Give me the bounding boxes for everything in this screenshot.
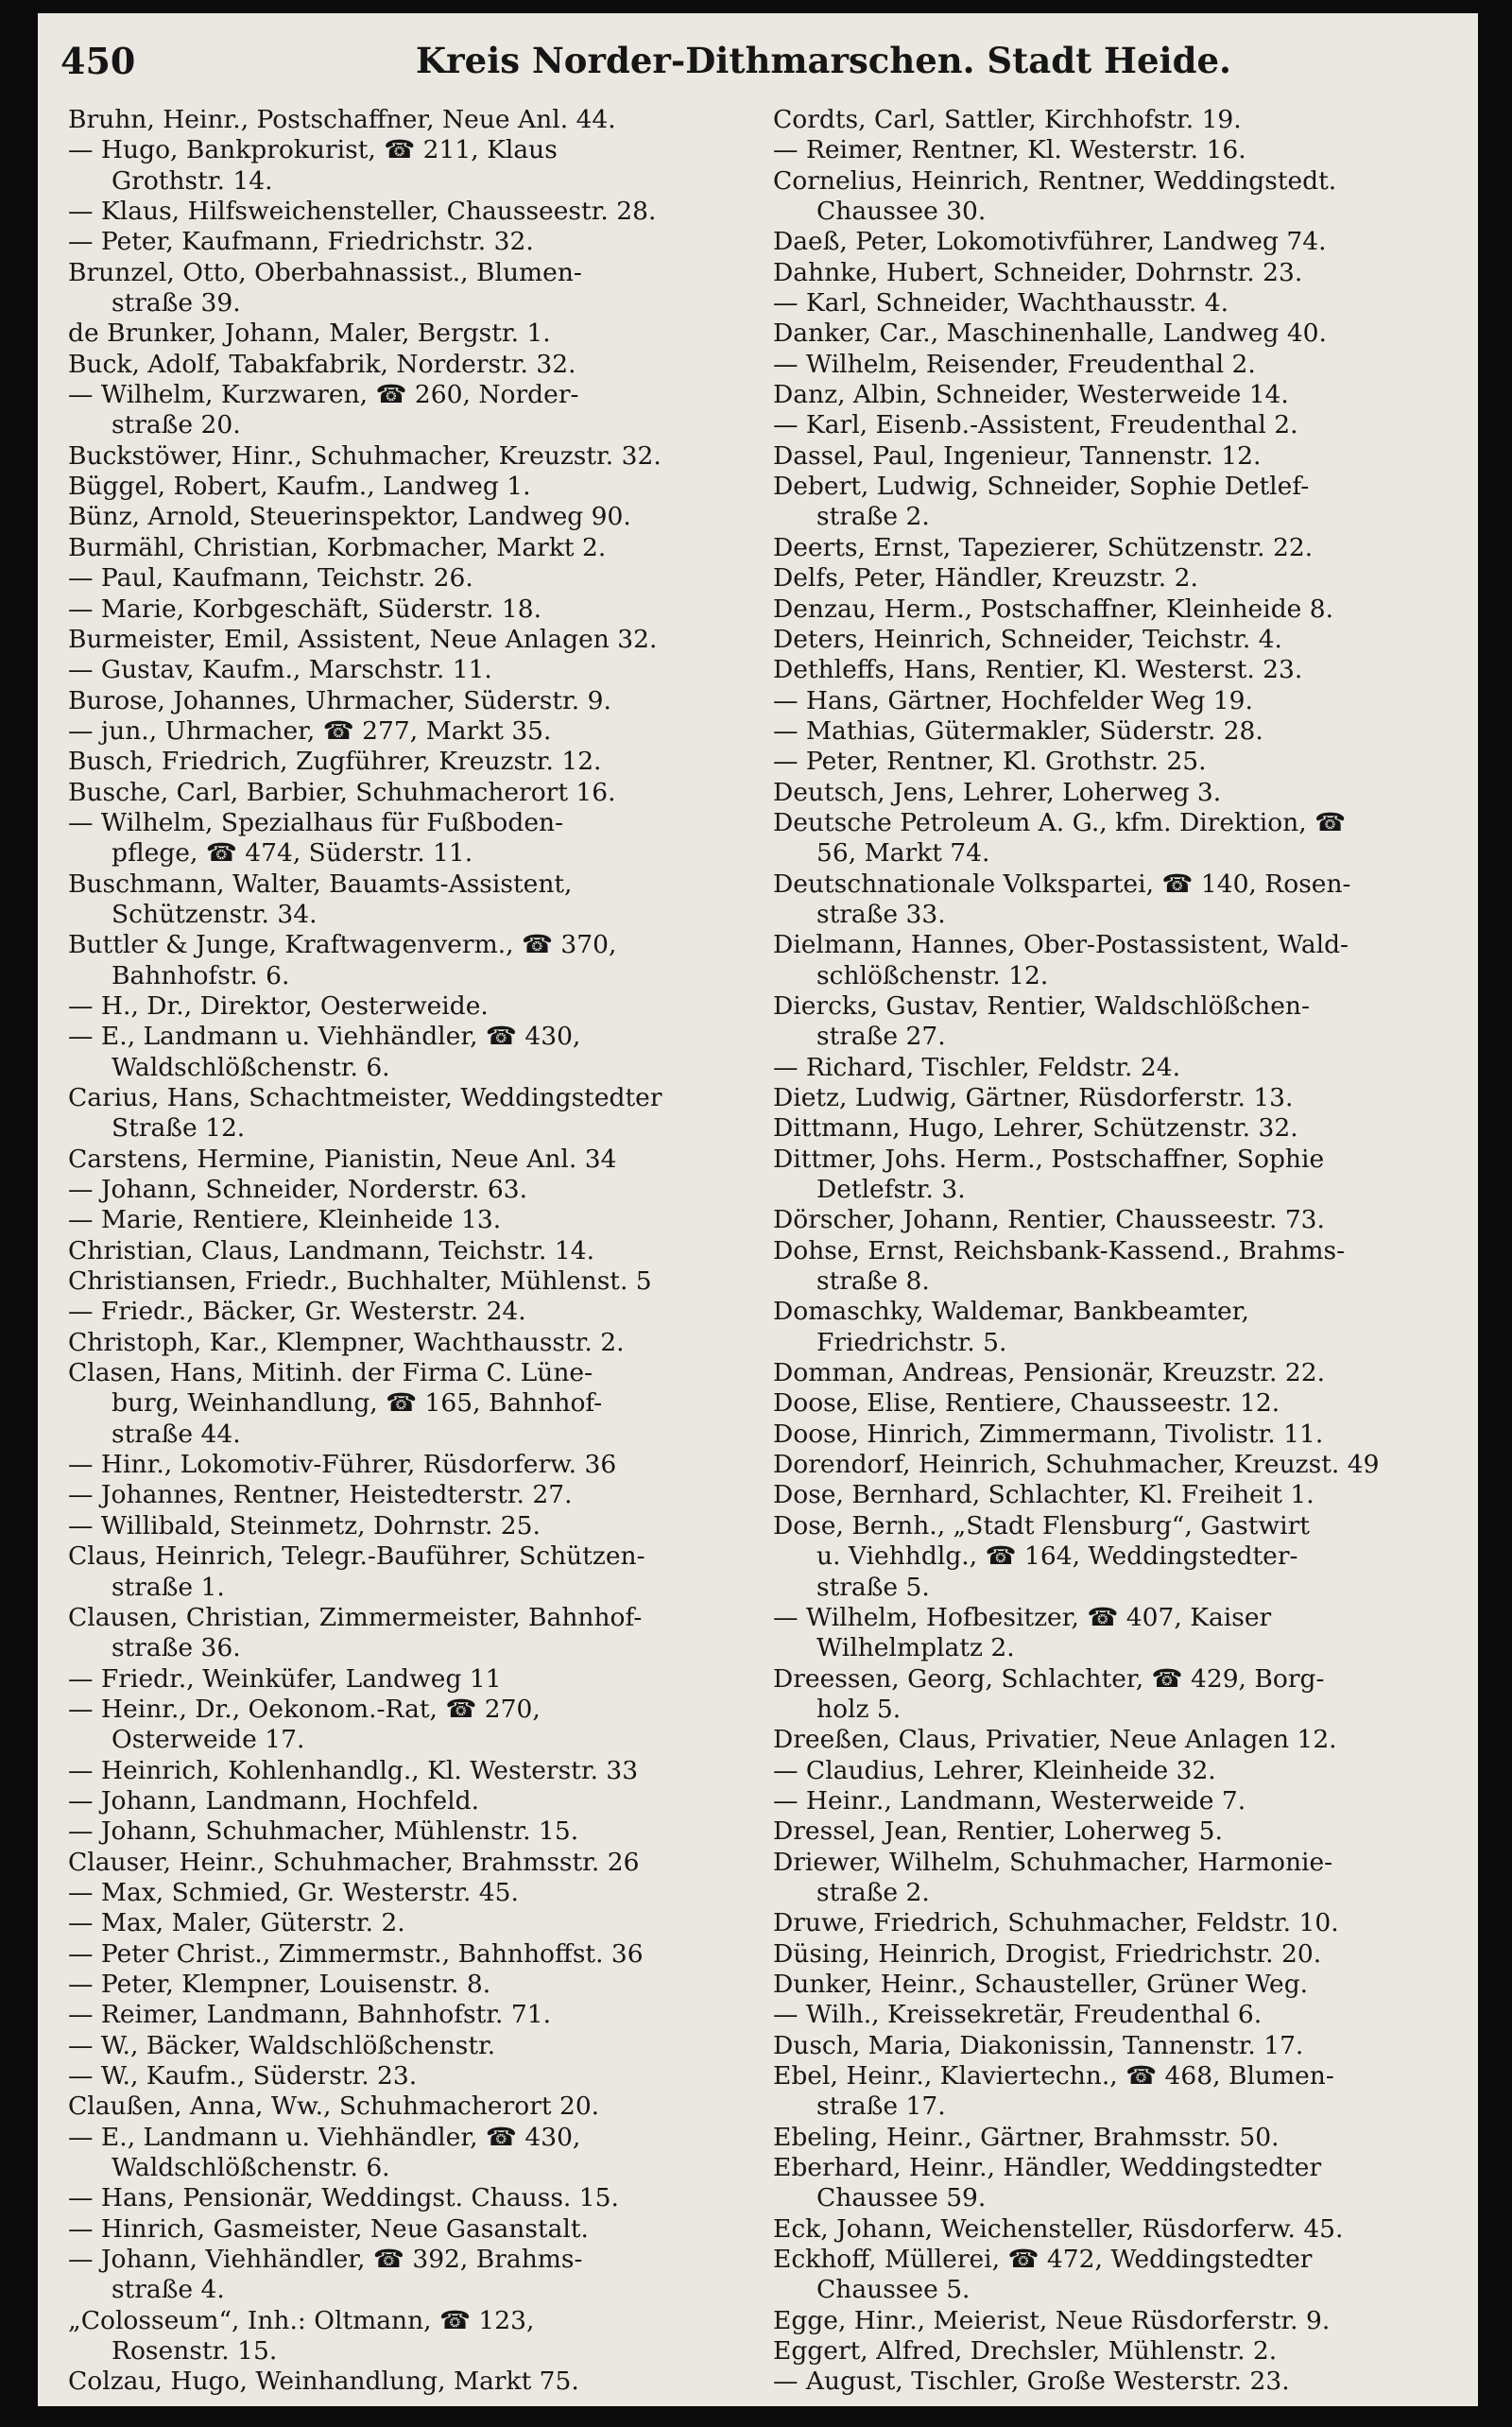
directory-entry-line: Schützenstr. 34. xyxy=(112,900,318,929)
directory-entry-line: — Richard, Tischler, Feldstr. 24. xyxy=(773,1053,1181,1082)
directory-entry-line: — Hinr., Lokomotiv-Führer, Rüsdorferw. 36 xyxy=(68,1451,617,1480)
directory-entry-line: — Wilhelm, Reisender, Freudenthal 2. xyxy=(773,350,1256,379)
directory-entry-line: — Hinrich, Gasmeister, Neue Gasanstalt. xyxy=(68,2214,589,2244)
directory-entry-line: straße 36. xyxy=(112,1634,241,1663)
directory-entry-line: straße 17. xyxy=(816,2092,946,2122)
directory-entry-line: Danker, Car., Maschinenhalle, Landweg 40. xyxy=(773,319,1327,349)
directory-entry-line: straße 27. xyxy=(816,1023,946,1052)
directory-entry-line: Deutsch, Jens, Lehrer, Loherweg 3. xyxy=(773,778,1222,807)
directory-entry-line: Claus, Heinrich, Telegr.-Bauführer, Schützen- xyxy=(68,1542,645,1572)
directory-entry-line: — W., Kaufm., Süderstr. 23. xyxy=(68,2062,418,2091)
directory-entry-line: Dittmann, Hugo, Lehrer, Schützenstr. 32. xyxy=(773,1114,1298,1144)
page-header xyxy=(38,36,1478,93)
directory-entry-line: pflege, ☎ 474, Süderstr. 11. xyxy=(112,839,473,869)
directory-entry-line: Buck, Adolf, Tabakfabrik, Norderstr. 32. xyxy=(68,350,576,379)
directory-entry-line: Büggel, Robert, Kaufm., Landweg 1. xyxy=(68,473,531,502)
page-number: 450 xyxy=(60,40,136,82)
directory-entry-line: — Hans, Pensionär, Weddingst. Chauss. 15. xyxy=(68,2184,619,2213)
running-title: Kreis Norder-Dithmarschen. Stadt Heide. xyxy=(416,40,1231,81)
directory-entry-line: — Hugo, Bankprokurist, ☎ 211, Klaus xyxy=(68,136,558,165)
directory-entry-line: — Peter, Klempner, Louisenstr. 8. xyxy=(68,1970,491,1999)
directory-entry-line: Cordts, Carl, Sattler, Kirchhofstr. 19. xyxy=(773,106,1242,134)
directory-entry-line: Eberhard, Heinr., Händler, Weddingstedter xyxy=(773,2154,1322,2183)
directory-entry-line: Busch, Friedrich, Zugführer, Kreuzstr. 12. xyxy=(68,748,602,777)
directory-entry-line: Brunzel, Otto, Oberbahnassist., Blumen- xyxy=(68,258,582,287)
directory-entry-line: — Karl, Schneider, Wachthausstr. 4. xyxy=(773,289,1229,318)
directory-entry-line: straße 39. xyxy=(112,289,241,318)
directory-entry-line: Daeß, Peter, Lokomotivführer, Landweg 74. xyxy=(773,228,1327,257)
directory-entry-line: Debert, Ludwig, Schneider, Sophie Detlef- xyxy=(773,473,1310,502)
directory-entry-line: Doose, Elise, Rentiere, Chausseestr. 12. xyxy=(773,1389,1280,1419)
directory-entry-line: — Hans, Gärtner, Hochfelder Weg 19. xyxy=(773,686,1253,715)
directory-entry-line: Colzau, Hugo, Weinhandlung, Markt 75. xyxy=(68,2367,579,2397)
directory-entry-line: — Peter, Kaufmann, Friedrichstr. 32. xyxy=(68,228,534,257)
directory-entry-line: Burmeister, Emil, Assistent, Neue Anlagen 32. xyxy=(68,625,658,654)
directory-entry-line: — August, Tischler, Große Westerstr. 23. xyxy=(773,2367,1290,2397)
directory-entry-line: Detlefstr. 3. xyxy=(816,1176,966,1205)
directory-entry-line: Dittmer, Johs. Herm., Postschaffner, Sophie xyxy=(773,1145,1325,1174)
directory-entry-line: — E., Landmann u. Viehhändler, ☎ 430, xyxy=(68,1023,581,1052)
directory-entry-line: Carius, Hans, Schachtmeister, Weddingstedter xyxy=(68,1084,662,1112)
directory-entry-line: Chaussee 59. xyxy=(816,2184,987,2213)
directory-entry-line: Dreeßen, Claus, Privatier, Neue Anlagen 12. xyxy=(773,1726,1337,1755)
directory-entry-line: straße 20. xyxy=(112,411,241,440)
directory-entry-line: — E., Landmann u. Viehhändler, ☎ 430, xyxy=(68,2123,581,2152)
directory-entry-line: u. Viehhdlg., ☎ 164, Weddingstedter- xyxy=(816,1542,1298,1572)
directory-entry-line: Christiansen, Friedr., Buchhalter, Mühlenst. 5 xyxy=(68,1267,652,1297)
directory-entry-line: Christian, Claus, Landmann, Teichstr. 14. xyxy=(68,1236,595,1265)
directory-entry-line: — Friedr., Weinküfer, Landweg 11 xyxy=(68,1664,502,1694)
directory-entry-line: Dose, Bernhard, Schlachter, Kl. Freiheit 1. xyxy=(773,1481,1314,1510)
directory-entry-line: Dohse, Ernst, Reichsbank-Kassend., Brahms- xyxy=(773,1236,1346,1265)
directory-entry-line: Rosenstr. 15. xyxy=(112,2337,278,2367)
directory-entry-line: — Reimer, Landmann, Bahnhofstr. 71. xyxy=(68,2001,552,2030)
directory-entry-line: Druwe, Friedrich, Schuhmacher, Feldstr. 10. xyxy=(773,1909,1339,1938)
directory-page xyxy=(38,13,1478,2406)
directory-entry-line: Carstens, Hermine, Pianistin, Neue Anl. 34 xyxy=(68,1145,617,1174)
directory-entry-line: — Claudius, Lehrer, Kleinheide 32. xyxy=(773,1756,1216,1785)
directory-entry-line: — Gustav, Kaufm., Marschstr. 11. xyxy=(68,656,492,685)
directory-entry-line: Deters, Heinrich, Schneider, Teichstr. 4. xyxy=(773,625,1282,654)
directory-entry-line: — Willibald, Steinmetz, Dohrnstr. 25. xyxy=(68,1511,541,1541)
directory-entry-line: Delfs, Peter, Händler, Kreuzstr. 2. xyxy=(773,564,1198,594)
directory-entry-line: — Peter, Rentner, Kl. Grothstr. 25. xyxy=(773,748,1207,777)
left-column xyxy=(68,106,745,2397)
directory-entry-line: Buschmann, Walter, Bauamts-Assistent, xyxy=(68,869,573,899)
directory-entry-line: Buttler & Junge, Kraftwagenverm., ☎ 370, xyxy=(68,931,617,960)
directory-entry-line: Chaussee 30. xyxy=(816,198,987,227)
directory-entry-line: Eckhoff, Müllerei, ☎ 472, Weddingstedter xyxy=(773,2246,1313,2275)
directory-entry-line: — Heinr., Landmann, Westerweide 7. xyxy=(773,1786,1246,1816)
directory-entry-line: Osterweide 17. xyxy=(112,1726,305,1755)
directory-entry-line: — Heinrich, Kohlenhandlg., Kl. Westerstr. 33 xyxy=(68,1756,639,1785)
directory-entry-line: Dorendorf, Heinrich, Schuhmacher, Kreuzst. 49 xyxy=(773,1451,1380,1480)
directory-entry-line: Busche, Carl, Barbier, Schuhmacherort 16. xyxy=(68,778,616,807)
directory-entry-line: „Colosseum“, Inh.: Oltmann, ☎ 123, xyxy=(68,2306,535,2335)
directory-entry-line: Bahnhofstr. 6. xyxy=(112,961,290,990)
directory-entry-line: straße 4. xyxy=(112,2276,225,2305)
directory-entry-line: Doose, Hinrich, Zimmermann, Tivolistr. 11. xyxy=(773,1420,1324,1449)
directory-entry-line: — Max, Schmied, Gr. Westerstr. 45. xyxy=(68,1878,519,1907)
directory-entry-line: Clasen, Hans, Mitinh. der Firma C. Lüne- xyxy=(68,1359,593,1388)
directory-entry-line: — Friedr., Bäcker, Gr. Westerstr. 24. xyxy=(68,1298,526,1327)
directory-entry-line: — Wilh., Kreissekretär, Freudenthal 6. xyxy=(773,2001,1263,2030)
directory-entry-line: — Johannes, Rentner, Heistedterstr. 27. xyxy=(68,1481,573,1510)
directory-entry-line: — Mathias, Gütermakler, Süderstr. 28. xyxy=(773,716,1263,746)
directory-entry-line: Bünz, Arnold, Steuerinspektor, Landweg 90. xyxy=(68,503,631,532)
directory-entry-line: — Max, Maler, Güterstr. 2. xyxy=(68,1909,405,1938)
directory-entry-line: Clausen, Christian, Zimmermeister, Bahnhof- xyxy=(68,1603,643,1632)
directory-entry-line: Deutschnationale Volkspartei, ☎ 140, Rosen- xyxy=(773,869,1351,899)
directory-entry-line: Friedrichstr. 5. xyxy=(816,1328,1007,1357)
directory-entry-line: Dassel, Paul, Ingenieur, Tannenstr. 12. xyxy=(773,441,1262,471)
directory-entry-line: Wilhelmplatz 2. xyxy=(816,1634,1015,1663)
directory-entry-line: Domaschky, Waldemar, Bankbeamter, xyxy=(773,1298,1249,1327)
directory-entry-line: Chaussee 5. xyxy=(816,2276,971,2305)
directory-entry-line: de Brunker, Johann, Maler, Bergstr. 1. xyxy=(68,319,551,349)
directory-entry-line: Egge, Hinr., Meierist, Neue Rüsdorferstr. 9. xyxy=(773,2306,1331,2335)
directory-entry-line: — H., Dr., Direktor, Oesterweide. xyxy=(68,991,489,1021)
directory-entry-line: Clauser, Heinr., Schuhmacher, Brahmsstr. 26 xyxy=(68,1848,640,1877)
directory-entry-line: schlößchenstr. 12. xyxy=(816,961,1049,990)
directory-entry-line: — Paul, Kaufmann, Teichstr. 26. xyxy=(68,564,473,594)
directory-entry-line: straße 2. xyxy=(816,503,930,532)
directory-entry-line: Waldschlößchenstr. 6. xyxy=(112,2154,390,2183)
directory-entry-line: Waldschlößchenstr. 6. xyxy=(112,1053,390,1082)
directory-entry-line: Diercks, Gustav, Rentier, Waldschlößchen- xyxy=(773,991,1310,1021)
directory-entry-line: Dose, Bernh., „Stadt Flensburg“, Gastwirt xyxy=(773,1511,1310,1541)
right-column xyxy=(773,106,1455,2397)
directory-entry-line: Düsing, Heinrich, Drogist, Friedrichstr. 20. xyxy=(773,1939,1322,1969)
directory-entry-line: Grothstr. 14. xyxy=(112,166,273,196)
directory-entry-line: Burose, Johannes, Uhrmacher, Süderstr. 9. xyxy=(68,686,611,715)
directory-entry-line: — jun., Uhrmacher, ☎ 277, Markt 35. xyxy=(68,716,552,746)
directory-entry-line: holz 5. xyxy=(816,1695,902,1724)
directory-entry-line: Denzau, Herm., Postschaffner, Kleinheide 8. xyxy=(773,594,1334,624)
directory-entry-line: — Johann, Viehhändler, ☎ 392, Brahms- xyxy=(68,2246,583,2275)
directory-entry-line: Cornelius, Heinrich, Rentner, Weddingstedt. xyxy=(773,166,1337,196)
directory-entry-line: Dietz, Ludwig, Gärtner, Rüsdorferstr. 13. xyxy=(773,1084,1294,1112)
directory-entry-line: — Wilhelm, Spezialhaus für Fußboden- xyxy=(68,808,564,837)
directory-entry-line: Driewer, Wilhelm, Schuhmacher, Harmonie- xyxy=(773,1848,1333,1877)
directory-entry-line: straße 44. xyxy=(112,1420,241,1449)
directory-entry-line: — Klaus, Hilfsweichensteller, Chausseestr. 28. xyxy=(68,198,657,227)
directory-entry-line: Bruhn, Heinr., Postschaffner, Neue Anl. 44. xyxy=(68,106,616,134)
directory-entry-line: straße 5. xyxy=(816,1573,930,1602)
directory-entry-line: straße 2. xyxy=(816,1878,930,1907)
directory-entry-line: Ebeling, Heinr., Gärtner, Brahmsstr. 50. xyxy=(773,2123,1280,2152)
directory-entry-line: Domman, Andreas, Pensionär, Kreuzstr. 22. xyxy=(773,1359,1325,1388)
directory-entry-line: — Karl, Eisenb.-Assistent, Freudenthal 2. xyxy=(773,411,1298,440)
directory-entry-line: — Johann, Landmann, Hochfeld. xyxy=(68,1786,480,1816)
directory-entry-line: Dusch, Maria, Diakonissin, Tannenstr. 17. xyxy=(773,2031,1304,2060)
directory-entry-line: Eggert, Alfred, Drechsler, Mühlenstr. 2. xyxy=(773,2337,1278,2367)
directory-entry-line: Deerts, Ernst, Tapezierer, Schützenstr. 22. xyxy=(773,533,1314,562)
directory-entry-line: Dunker, Heinr., Schausteller, Grüner Weg. xyxy=(773,1970,1309,1999)
directory-entry-line: straße 1. xyxy=(112,1573,225,1602)
directory-entry-line: Deutsche Petroleum A. G., kfm. Direktion, ☎ xyxy=(773,808,1347,837)
directory-entry-line: — Marie, Korbgeschäft, Süderstr. 18. xyxy=(68,594,541,624)
directory-entry-line: straße 33. xyxy=(816,900,946,929)
directory-entry-line: Straße 12. xyxy=(112,1114,246,1144)
directory-entry-line: Dörscher, Johann, Rentier, Chausseestr. 73. xyxy=(773,1206,1325,1235)
directory-entry-line: Danz, Albin, Schneider, Westerweide 14. xyxy=(773,381,1289,410)
directory-entry-line: Eck, Johann, Weichensteller, Rüsdorferw. 45. xyxy=(773,2214,1344,2244)
directory-entry-line: Dressel, Jean, Rentier, Loherweg 5. xyxy=(773,1817,1223,1847)
directory-entry-line: — Wilhelm, Hofbesitzer, ☎ 407, Kaiser xyxy=(773,1603,1272,1632)
directory-entry-line: — Marie, Rentiere, Kleinheide 13. xyxy=(68,1206,502,1235)
directory-entry-line: — Peter Christ., Zimmermstr., Bahnhoffst. 36 xyxy=(68,1939,644,1969)
directory-entry-line: Dahnke, Hubert, Schneider, Dohrnstr. 23. xyxy=(773,258,1303,287)
directory-entry-line: straße 8. xyxy=(816,1267,930,1297)
directory-entry-line: — W., Bäcker, Waldschlößchenstr. xyxy=(68,2031,496,2060)
directory-entry-line: Claußen, Anna, Ww., Schuhmacherort 20. xyxy=(68,2092,600,2122)
directory-entry-line: — Johann, Schuhmacher, Mühlenstr. 15. xyxy=(68,1817,579,1847)
directory-entry-line: — Johann, Schneider, Norderstr. 63. xyxy=(68,1176,528,1205)
directory-entry-line: Dethleffs, Hans, Rentier, Kl. Westerst. 23. xyxy=(773,656,1303,685)
directory-entry-line: Buckstöwer, Hinr., Schuhmacher, Kreuzstr. 32. xyxy=(68,441,662,471)
directory-entry-line: Dielmann, Hannes, Ober-Postassistent, Wald- xyxy=(773,931,1349,960)
directory-entry-line: burg, Weinhandlung, ☎ 165, Bahnhof- xyxy=(112,1389,603,1419)
directory-entry-line: Christoph, Kar., Klempner, Wachthausstr. 2. xyxy=(68,1328,625,1357)
directory-entry-line: 56, Markt 74. xyxy=(816,839,990,869)
directory-entry-line: — Heinr., Dr., Oekonom.-Rat, ☎ 270, xyxy=(68,1695,541,1724)
directory-entry-line: — Wilhelm, Kurzwaren, ☎ 260, Norder- xyxy=(68,381,579,410)
directory-entry-line: — Reimer, Rentner, Kl. Westerstr. 16. xyxy=(773,136,1246,165)
directory-entry-line: Dreessen, Georg, Schlachter, ☎ 429, Borg- xyxy=(773,1664,1325,1694)
directory-entry-line: Burmähl, Christian, Korbmacher, Markt 2. xyxy=(68,533,607,562)
directory-entry-line: Ebel, Heinr., Klaviertechn., ☎ 468, Blumen- xyxy=(773,2062,1334,2091)
